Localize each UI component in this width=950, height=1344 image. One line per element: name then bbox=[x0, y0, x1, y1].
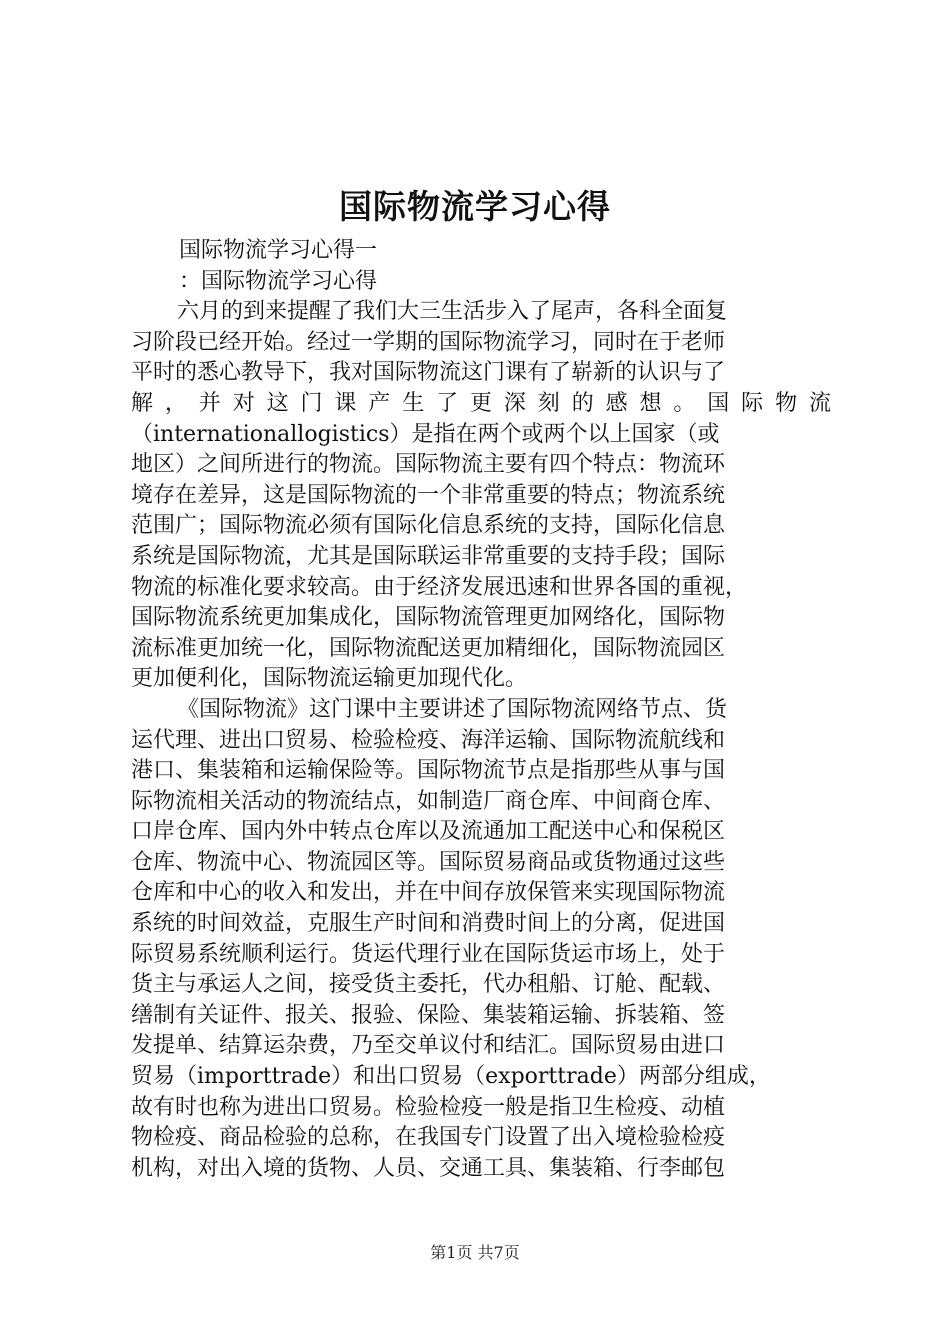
paragraph-line: 口岸仓库、国内外中转点仓库以及流通加工配送中心和保税区 bbox=[131, 819, 726, 845]
paragraph-line: 港口、集装箱和运输保险等。国际物流节点是指那些从事与国 bbox=[131, 758, 726, 784]
paragraph-2 bbox=[131, 695, 831, 1185]
paragraph-line: 习阶段已经开始。经过一学期的国际物流学习，同时在于老师 bbox=[131, 329, 726, 355]
document-body bbox=[131, 236, 831, 1184]
paragraph-line: 物检疫、商品检验的总称，在我国专门设置了出入境检验检疫 bbox=[131, 1125, 726, 1151]
paragraph-line: 机构，对出入境的货物、人员、交通工具、集装箱、行李邮包 bbox=[131, 1155, 726, 1181]
paragraph-line: 货主与承运人之间，接受货主委托，代办租船、订舱、配载、 bbox=[131, 972, 726, 998]
paragraph-line: 仓库、物流中心、物流园区等。国际贸易商品或货物通过这些 bbox=[131, 849, 726, 875]
paragraph-line: 故有时也称为进出口贸易。检验检疫一般是指卫生检疫、动植 bbox=[131, 1094, 726, 1120]
paragraph-line: 际贸易系统顺利运行。货运代理行业在国际货运市场上，处于 bbox=[131, 941, 726, 967]
paragraph-1 bbox=[131, 297, 831, 695]
paragraph-line: 国际物流系统更加集成化，国际物流管理更加网络化，国际物 bbox=[131, 605, 726, 631]
paragraph-line: 缮制有关证件、报关、报验、保险、集装箱运输、拆装箱、签 bbox=[131, 1002, 726, 1028]
paragraph-line: 地区）之间所进行的物流。国际物流主要有四个特点：物流环 bbox=[131, 452, 726, 478]
paragraph-line: 系统是国际物流，尤其是国际联运非常重要的支持手段；国际 bbox=[131, 543, 726, 569]
paragraph-line: 系统的时间效益，克服生产时间和消费时间上的分离，促进国 bbox=[131, 911, 726, 937]
paragraph-line: 《国际物流》这门课中主要讲述了国际物流网络节点、货 bbox=[177, 696, 728, 722]
paragraph-line: （internationallogistics）是指在两个或两个以上国家（或 bbox=[131, 421, 720, 447]
paragraph-line: 仓库和中心的收入和发出，并在中间存放保管来实现国际物流 bbox=[131, 880, 726, 906]
paragraph-line: 更加便利化，国际物流运输更加现代化。 bbox=[131, 666, 528, 692]
paragraph-line: 际物流相关活动的物流结点，如制造厂商仓库、中间商仓库、 bbox=[131, 788, 726, 814]
paragraph-line: 运代理、进出口贸易、检验检疫、海洋运输、国际物流航线和 bbox=[131, 727, 726, 753]
subheading-2: ：国际物流学习心得 bbox=[179, 268, 378, 294]
paragraph-line: 范围广；国际物流必须有国际化信息系统的支持，国际化信息 bbox=[131, 513, 726, 539]
paragraph-line: 流标准更加统一化，国际物流配送更加精细化，国际物流园区 bbox=[131, 635, 726, 661]
paragraph-line: 发提单、结算运杂费，乃至交单议付和结汇。国际贸易由进口 bbox=[131, 1033, 726, 1059]
paragraph-line: 物流的标准化要求较高。由于经济发展迅速和世界各国的重视， bbox=[131, 574, 748, 600]
paragraph-line: 平时的悉心教导下，我对国际物流这门课有了崭新的认识与了 bbox=[131, 360, 726, 386]
paragraph-line: 境存在差异，这是国际物流的一个非常重要的特点；物流系统 bbox=[131, 482, 726, 508]
paragraph-line: 六月的到来提醒了我们大三生活步入了尾声，各科全面复 bbox=[177, 299, 728, 325]
document-title: 国际物流学习心得 bbox=[339, 187, 611, 226]
page-footer: 第1页 共7页 bbox=[430, 1243, 520, 1262]
paragraph-line: 贸易（importtrade）和出口贸易（exporttrade）两部分组成， bbox=[131, 1064, 771, 1090]
subheading-1: 国际物流学习心得一 bbox=[179, 238, 378, 263]
paragraph-line: 解，并对这门课产生了更深刻的感想。国际物流 bbox=[131, 390, 831, 416]
